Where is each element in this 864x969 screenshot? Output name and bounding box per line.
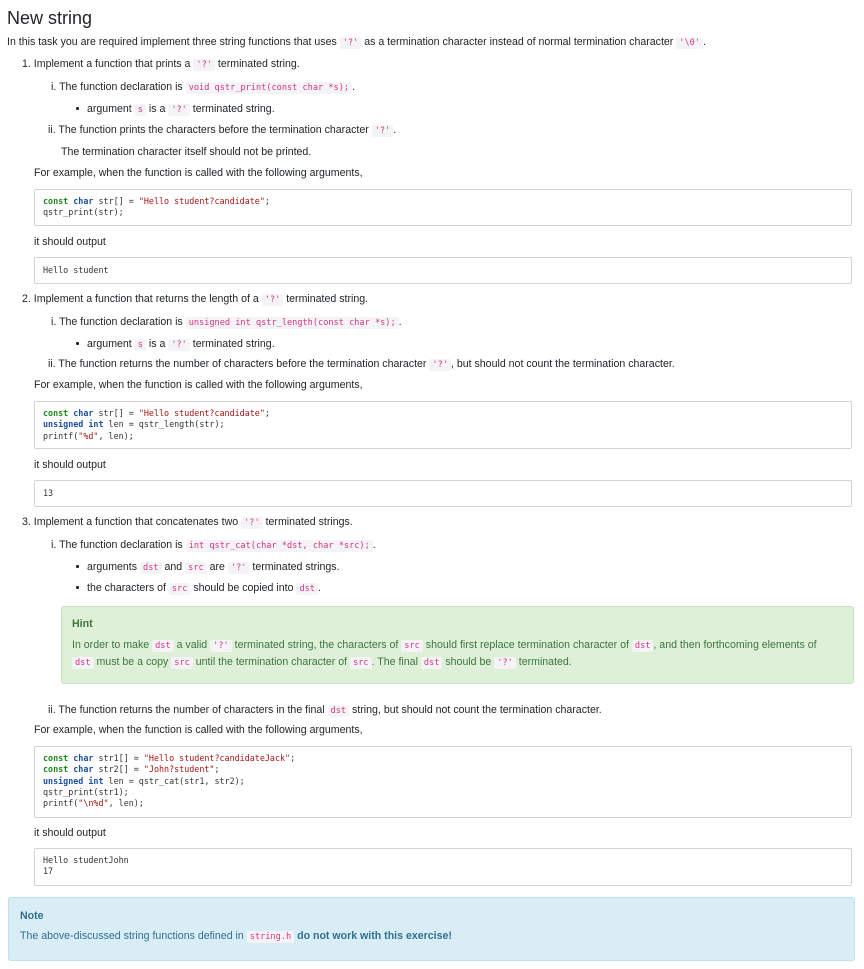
code-line: qstr_print(str1);	[43, 786, 129, 797]
task-text: terminated string.	[192, 103, 275, 115]
output-line: Hello studentJohn	[43, 855, 129, 865]
task-2-argument	[87, 337, 275, 352]
task-1-behavior	[48, 123, 396, 138]
inline-code: dst	[632, 640, 654, 652]
task-text: terminated strings.	[252, 561, 340, 573]
task-1-declaration	[51, 80, 355, 95]
note-box	[8, 897, 855, 961]
task-text: Implement a function that concatenates two	[33, 516, 239, 528]
task-text: The function returns the number of characters in the final	[58, 704, 325, 716]
example-intro: For example, when the function is called with the following arguments,	[34, 167, 363, 179]
task-3-copy-rule	[87, 581, 321, 596]
code-block	[34, 746, 852, 818]
task-2-behavior	[48, 357, 675, 372]
note-emphasis: do not work with this exercise!	[297, 930, 452, 942]
task-text: is a	[148, 103, 166, 115]
task-3-declaration	[51, 538, 376, 553]
inline-code: src	[401, 640, 423, 652]
inline-code: '?'	[228, 562, 250, 574]
punctuation: .	[398, 316, 402, 328]
task-text: The function returns the number of characters before the termination character	[58, 358, 427, 370]
inline-code: '?'	[262, 294, 284, 306]
example-intro: For example, when the function is called with the following arguments,	[34, 379, 363, 391]
task-3-arguments	[87, 560, 340, 575]
task-text: , but should not count the termination character.	[450, 358, 675, 370]
inline-code: s	[135, 104, 146, 116]
code-line: qstr_print(str);	[43, 207, 124, 218]
task-2-heading	[22, 292, 368, 307]
task-text: Implement a function that returns the length of a	[33, 293, 259, 305]
task-1-heading	[22, 57, 300, 72]
task-text: argument	[87, 103, 132, 115]
inline-code: '?'	[372, 125, 394, 137]
inline-code: dst	[421, 657, 443, 669]
bullet-icon	[76, 565, 79, 568]
code-block	[34, 401, 852, 449]
list-number: 1.	[22, 58, 31, 70]
inline-code: '?'	[429, 359, 451, 371]
punctuation: .	[393, 124, 397, 136]
punctuation: .	[703, 36, 706, 48]
inline-code: dst	[140, 562, 162, 574]
inline-code: unsigned int qstr_length(const char *s);	[186, 317, 399, 329]
list-number: i.	[51, 81, 57, 93]
code-line: printf("%d", len);	[43, 430, 134, 441]
code-line: printf("\n%d", len);	[43, 798, 144, 809]
code-block	[34, 189, 852, 226]
task-text: terminated string.	[192, 338, 275, 350]
bullet-icon	[76, 586, 79, 589]
output-line: 13	[43, 488, 54, 498]
bullet-icon	[76, 342, 79, 345]
inline-code: dst	[152, 640, 174, 652]
intro-text: In this task you are required implement three string functions that uses	[7, 36, 337, 48]
inline-code: src	[185, 562, 207, 574]
note-heading: Note	[20, 910, 44, 922]
inline-code: '?'	[210, 640, 232, 652]
inline-code: void qstr_print(const char *s);	[186, 82, 352, 94]
punctuation: .	[352, 81, 356, 93]
task-text: arguments	[87, 561, 138, 573]
list-number: i.	[51, 316, 57, 328]
example-intro: For example, when the function is called with the following arguments,	[34, 724, 363, 736]
inline-code: dst	[328, 705, 350, 717]
output-block	[34, 257, 852, 284]
list-number: ii.	[48, 358, 56, 370]
inline-code: int qstr_cat(char *dst, char *src);	[186, 540, 373, 552]
inline-code: '?'	[241, 517, 263, 529]
code-line: const char str1[] = "Hello student?candidateJack";	[43, 753, 296, 763]
output-block	[34, 848, 852, 886]
inline-code: dst	[72, 657, 94, 669]
list-number: i.	[51, 539, 57, 551]
output-line: 17	[43, 866, 54, 877]
inline-code: '?'	[168, 104, 190, 116]
task-3-behavior	[48, 703, 602, 718]
code-line: unsigned int len = qstr_cat(str1, str2);	[43, 775, 245, 786]
inline-code: '?'	[193, 59, 215, 71]
output-block	[34, 480, 852, 507]
inline-code: '?'	[168, 339, 190, 351]
list-number: ii.	[48, 704, 56, 716]
intro-text: as a termination character instead of normal termination character	[364, 36, 674, 48]
code-line: unsigned int len = qstr_length(str);	[43, 419, 225, 430]
note-text: The above-discussed string functions defined in string.h do not work with this exercise!	[20, 930, 452, 942]
task-text: The function prints the characters before the termination character	[58, 124, 369, 136]
task-text: and	[164, 561, 183, 573]
task-text: is a	[148, 338, 166, 350]
task-text: The function declaration is	[59, 316, 183, 328]
intro-paragraph	[7, 35, 706, 50]
inline-code: '?'	[340, 37, 362, 49]
task-text: terminated string.	[217, 58, 300, 70]
task-text: The function declaration is	[59, 539, 183, 551]
hint-text: In order to make dst a valid '?' terminated string, the characters of src should first replace termination character of dst , and then forthcoming elements of dst must be a copy src until the termination character of src . The final dst should be '?' terminated.	[72, 639, 817, 668]
task-2-declaration	[51, 315, 402, 330]
inline-code: src	[169, 583, 191, 595]
output-intro: it should output	[34, 827, 106, 839]
inline-code: string.h	[247, 931, 294, 943]
code-line: const char str[] = "Hello student?candidate";	[43, 196, 270, 206]
task-text: should be copied into	[193, 582, 294, 594]
page-title: New string	[7, 8, 93, 28]
code-line: const char str[] = "Hello student?candidate";	[43, 408, 270, 418]
task-text: are	[209, 561, 225, 573]
list-number: ii.	[48, 124, 56, 136]
task-text: argument	[87, 338, 132, 350]
code-line: const char str2[] = "John?student";	[43, 764, 220, 775]
output-intro: it should output	[34, 236, 106, 248]
hint-box	[61, 606, 854, 684]
output-line: Hello student	[43, 265, 109, 275]
inline-code: dst	[296, 583, 318, 595]
task-text: string, but should not count the termination character.	[352, 704, 602, 716]
task-text: Implement a function that prints a	[33, 58, 191, 70]
task-text: The function declaration is	[59, 81, 183, 93]
inline-code: '\0'	[676, 37, 703, 49]
punctuation: .	[317, 582, 321, 594]
inline-code: s	[135, 339, 146, 351]
bullet-icon	[76, 107, 79, 110]
task-text: the characters of	[87, 582, 166, 594]
list-number: 2.	[22, 293, 31, 305]
output-intro: it should output	[34, 459, 106, 471]
task-1-behavior-note: The termination character itself should not be printed.	[61, 146, 312, 158]
task-1-argument	[87, 102, 275, 117]
inline-code: src	[350, 657, 372, 669]
punctuation: .	[372, 539, 376, 551]
inline-code: '?'	[494, 657, 516, 669]
task-text: terminated string.	[286, 293, 369, 305]
list-number: 3.	[22, 516, 31, 528]
task-text: terminated strings.	[265, 516, 353, 528]
task-3-heading	[22, 515, 353, 530]
hint-heading: Hint	[72, 618, 93, 630]
inline-code: src	[171, 657, 193, 669]
